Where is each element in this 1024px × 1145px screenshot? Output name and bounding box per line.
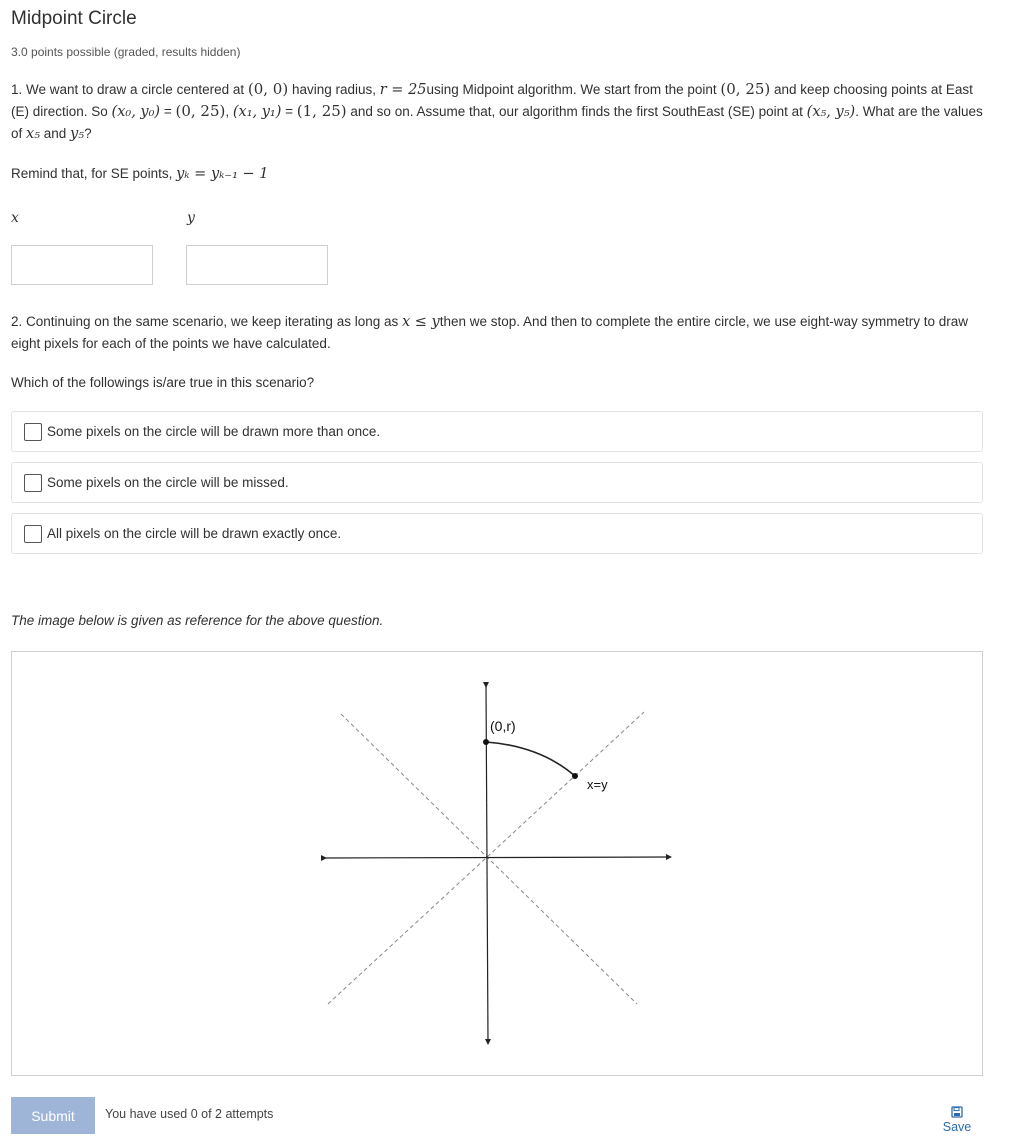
option-1[interactable] <box>11 411 983 452</box>
question-2-text: 2. Continuing on the same scenario, we keep iterating as long as x ≤ ythen we stop. And then to complete the entire circle, we use eight-way symmetry to draw eight pixels for each of the points we have calculated. <box>11 314 969 351</box>
end-point <box>572 773 578 779</box>
submit-button[interactable]: Submit <box>11 1097 95 1134</box>
problem-title: Midpoint Circle <box>11 8 137 29</box>
option-3[interactable] <box>11 513 983 554</box>
circle-diagram <box>12 652 982 1075</box>
diagonal-label: x=y <box>587 777 608 792</box>
option-3-checkbox[interactable] <box>24 525 42 543</box>
top-point-label: (0,r) <box>490 718 516 734</box>
x-label: x <box>11 210 19 226</box>
y-axis <box>486 685 488 1042</box>
points-info: 3.0 points possible (graded, results hidden) <box>11 45 241 59</box>
y-label: y <box>187 210 195 226</box>
start-point <box>483 739 489 745</box>
save-label: Save <box>942 1120 972 1134</box>
save-icon <box>951 1106 963 1118</box>
save-button[interactable] <box>939 1106 975 1134</box>
x-answer-input[interactable] <box>11 245 153 285</box>
remind-text: Remind that, for SE points, yₖ = yₖ₋₁ − 1 <box>11 166 269 182</box>
option-3-label: All pixels on the circle will be drawn exactly once. <box>47 526 342 541</box>
option-2-checkbox[interactable] <box>24 474 42 492</box>
question-2-prompt: Which of the followings is/are true in this scenario? <box>11 375 315 390</box>
diagonal-line-anti <box>341 714 637 1004</box>
question-1-text: 1. We want to draw a circle centered at (0, 0) having radius, r = 25using Midpoint algorithm. We start from the point (0, 25) and keep choosing points at East (E) direction. So (x₀, y₀) = (0, 25), (x₁, y₁) = (1, 25) and so on. Assume that, our algorithm finds the first SouthEast (SE) point at (x₅, y₅). What are the values of x₅ and y₅? <box>11 80 983 142</box>
reference-figure <box>11 651 983 1076</box>
option-1-checkbox[interactable] <box>24 423 42 441</box>
octant-arc <box>486 742 575 776</box>
option-2-label: Some pixels on the circle will be missed. <box>47 475 289 490</box>
option-1-label: Some pixels on the circle will be drawn more than once. <box>47 424 381 439</box>
x-axis <box>324 857 669 858</box>
figure-caption: The image below is given as reference for the above question. <box>11 613 384 628</box>
option-2[interactable] <box>11 462 983 503</box>
y-answer-input[interactable] <box>186 245 328 285</box>
attempts-status: You have used 0 of 2 attempts <box>105 1107 274 1121</box>
